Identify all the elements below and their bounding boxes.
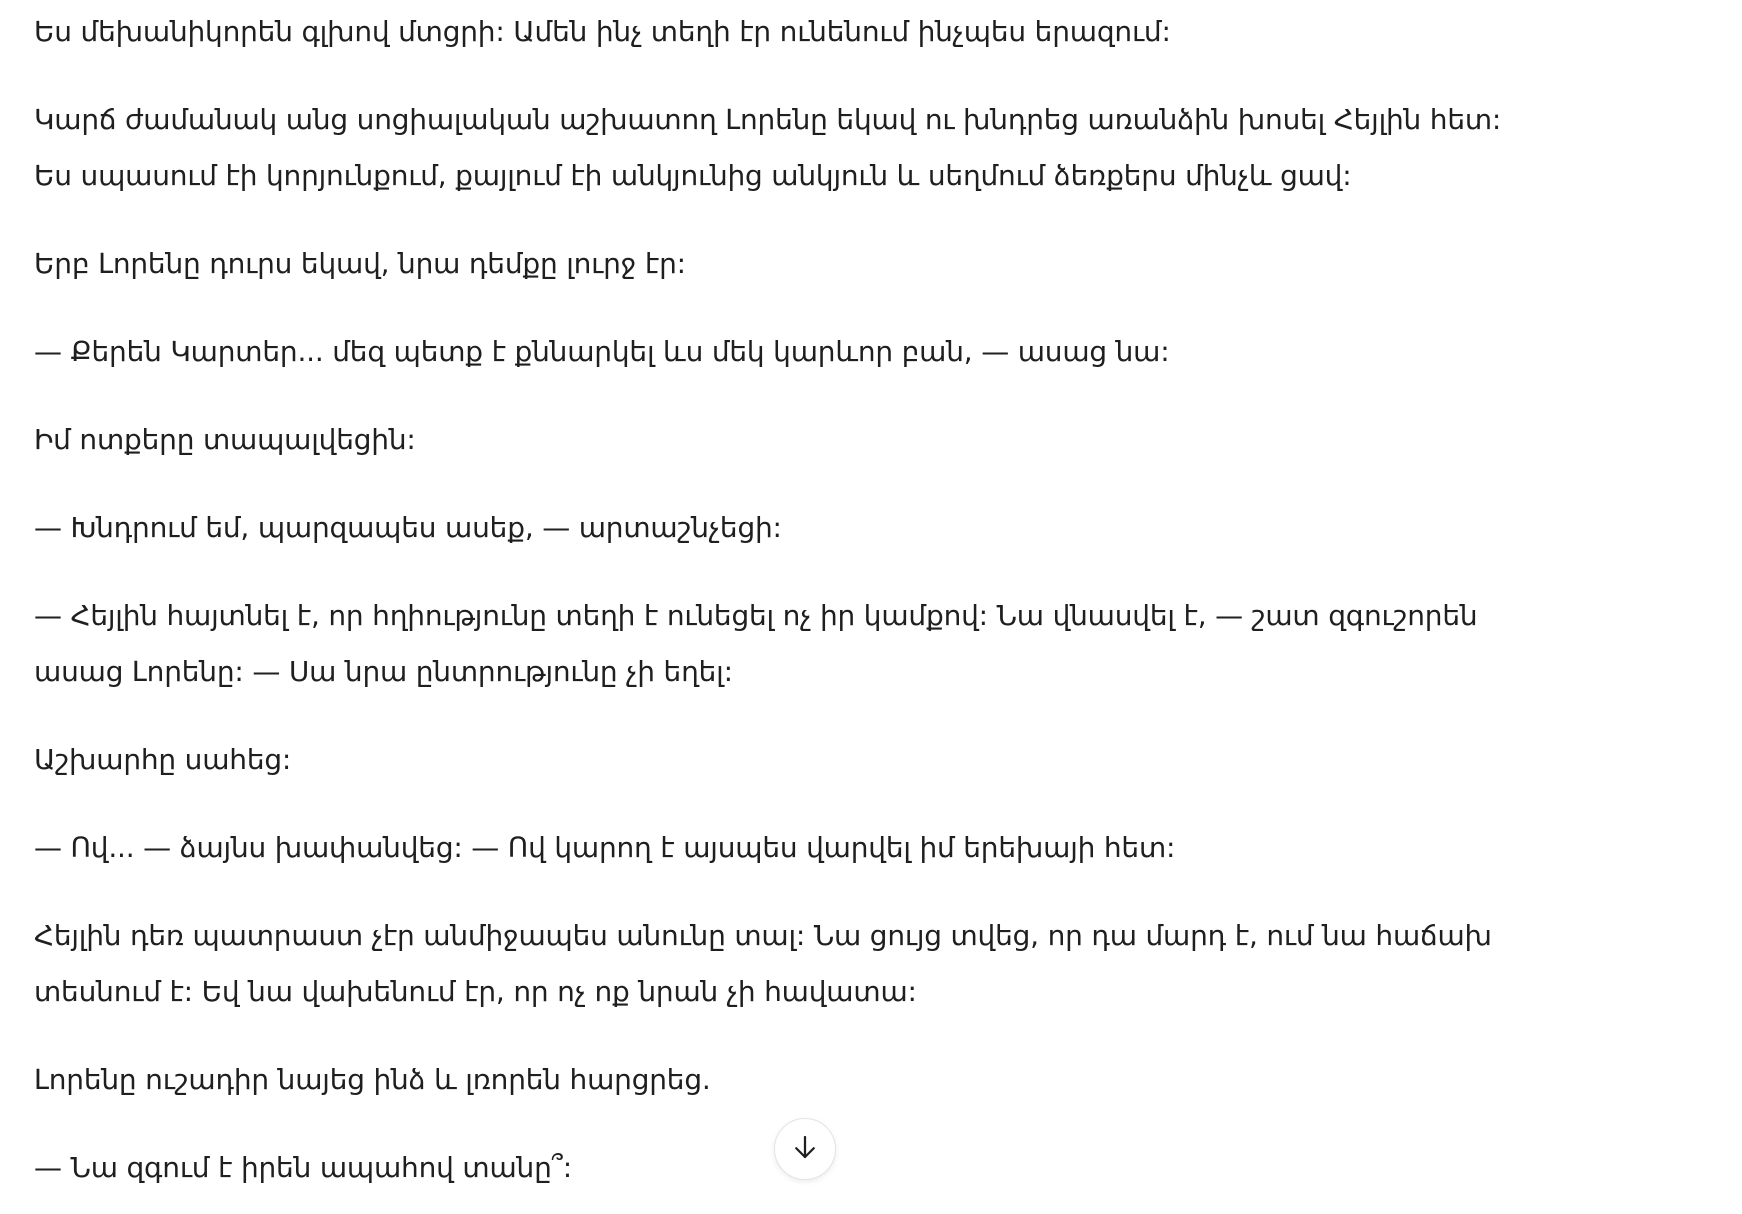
message-paragraph: — Քերեն Կարտեր... մեզ պետք է քննարկել ևս մեկ կարևոր բան, — ասաց նա:	[34, 335, 1170, 368]
scroll-to-bottom-button[interactable]	[774, 1118, 836, 1180]
message-paragraph: — Խնդրում եմ, պարզապես ասեք, — արտաշնչեցի:	[34, 511, 782, 544]
message-paragraph: Իմ ոտքերը տապալվեցին:	[34, 423, 416, 456]
arrow-down-icon	[790, 1132, 820, 1166]
message-paragraph: Ես մեխանիկորեն գլխով մտցրի: Ամեն ինչ տեղի էր ունենում ինչպես երազում:	[34, 15, 1171, 48]
message-paragraph: Հեյլին դեռ պատրաստ չէր անմիջապես անունը տալ: Նա ցույց տվեց, որ դա մարդ է, ում նա հաճախ տեսնում է: Եվ նա վախենում էր, որ ոչ ոք նրան չի հավատա:	[34, 919, 1492, 1008]
message-paragraph: Աշխարհը սահեց:	[34, 743, 292, 776]
message-paragraph: Լորենը ուշադիր նայեց ինձ և լռորեն հարցրեց.	[34, 1063, 711, 1096]
message-paragraph: Կարճ ժամանակ անց սոցիալական աշխատող Լորենը եկավ ու խնդրեց առանձին խոսել Հեյլին հետ: Ես սպասում էի կորյունքում, քայլում էի անկյունից անկյուն և սեղմում ձեռքերս մինչև ցավ:	[34, 103, 1502, 192]
message-paragraph: — Հեյլին հայտնել է, որ հղիությունը տեղի է ունեցել ոչ իր կամքով: Նա վնասվել է, — շատ զգուշորեն ասաց Լորենը: — Սա նրա ընտրությունը չի եղել:	[34, 599, 1478, 688]
message-paragraph: Երբ Լորենը դուրս եկավ, նրա դեմքը լուրջ էր:	[34, 247, 686, 280]
message-paragraph: — Նա զգում է իրեն ապահով տանը՞:	[34, 1151, 573, 1184]
assistant-message	[34, 4, 1594, 1214]
message-paragraph: — Ով... — ձայնս խափանվեց: — Ով կարող է այսպես վարվել իմ երեխայի հետ:	[34, 831, 1176, 864]
